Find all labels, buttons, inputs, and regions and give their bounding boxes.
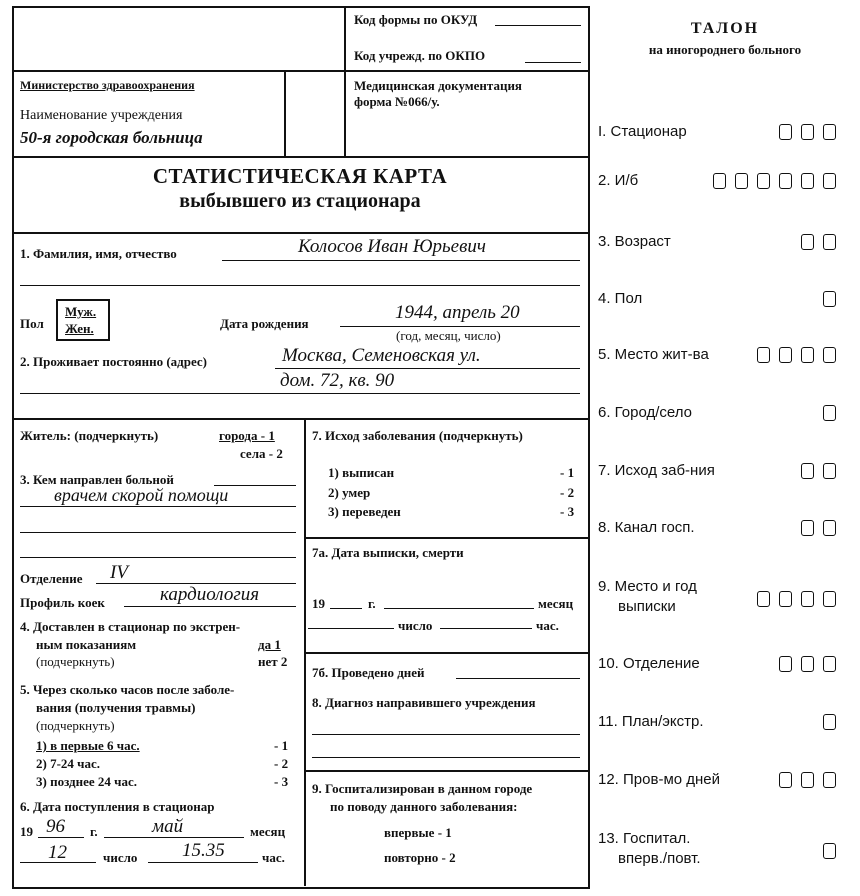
coupon-code-box[interactable] [823,591,836,607]
divider [344,6,346,158]
address-field-2[interactable] [20,393,580,394]
coupon-code-box[interactable] [735,173,748,189]
coupon-item-label: 6. Город/село [598,404,693,421]
coupon-code-box[interactable] [779,772,792,788]
coupon-item-label: 12. Пров-мо дней [598,771,721,788]
coupon-code-box[interactable] [801,772,814,788]
sex-box[interactable] [56,299,110,341]
referred-value: врачем скорой помощи [54,485,229,505]
coupon-code-box[interactable] [823,772,836,788]
discharge-month-field[interactable] [384,608,534,609]
coupon-code-box[interactable] [823,714,836,730]
resident-city[interactable]: города - 1 [219,428,275,443]
profile-field[interactable] [124,606,296,607]
address-line1: Москва, Семеновская ул. [282,345,481,366]
coupon-item-label: 10. Отделение [598,655,700,672]
form-number: форма №066/у. [354,94,440,109]
address-line2: дом. 72, кв. 90 [280,370,395,391]
okud-field[interactable] [495,25,581,26]
sex-female[interactable]: Жен. [65,321,94,336]
discharge-g: г. [368,596,376,611]
outcome-code-3: - 3 [560,504,575,519]
coupon-code-box[interactable] [801,463,814,479]
ministry-label: Министерство здравоохранения [20,78,195,92]
coupon-item-label: I. Стационар [598,123,687,140]
discharge-hour-label: час. [536,618,559,633]
coupon-code-box[interactable] [823,520,836,536]
discharge-19: 19 [312,596,325,611]
fio-label: 1. Фамилия, имя, отчество [20,246,177,261]
outcome-option-3[interactable]: 3) переведен [328,504,401,519]
divider [12,156,588,158]
admission-year: 96 [46,816,65,837]
admission-label: 6. Дата поступления в стационар [20,799,215,814]
resident-label: Житель: (подчеркнуть) [20,428,159,443]
discharge-day-label: число [398,618,433,633]
okud-label: Код формы по ОКУД [354,12,478,27]
admission-g: г. [90,824,98,839]
admission-month-label: месяц [250,824,286,839]
hours-option-3-code: - 3 [274,774,289,789]
coupon-code-box[interactable] [823,124,836,140]
coupon-code-box[interactable] [757,347,770,363]
coupon-item-label-2: вперв./повт. [618,850,701,867]
divider [304,537,588,539]
diagnosis-field-2[interactable] [312,757,580,758]
days-label: 7б. Проведено дней [312,665,425,680]
coupon-subtitle: на иногороднего больного [648,42,802,57]
coupon-code-box[interactable] [823,291,836,307]
discharge-day-field[interactable] [308,628,394,629]
fio-field-2[interactable] [20,285,580,286]
divider [284,70,286,158]
coupon-code-box[interactable] [823,234,836,250]
outcome-option-2[interactable]: 2) умер [328,485,371,500]
emergency-no[interactable]: нет 2 [258,654,288,669]
fio-value: Колосов Иван Юрьевич [298,236,486,257]
med-doc-label: Медицинская документация [354,78,522,93]
resident-village[interactable]: села - 2 [240,446,283,461]
emergency-label-1: 4. Доставлен в стационар по экстрен- [20,619,241,634]
okpo-field[interactable] [525,62,581,63]
hours-label-3: (подчеркнуть) [36,718,115,733]
hours-option-2-code: - 2 [274,756,289,771]
coupon-item-label: 7. Исход заб-ния [598,462,715,479]
coupon-code-box[interactable] [801,520,814,536]
emergency-label-2: ным показаниям [36,637,137,652]
coupon-item-label: 8. Канал госп. [598,519,695,536]
coupon-item-label: 9. Место и год [598,578,697,595]
days-field[interactable] [456,678,580,679]
hours-option-3[interactable]: 3) позднее 24 час. [36,774,138,789]
coupon-code-box[interactable] [823,405,836,421]
coupon-code-box[interactable] [757,591,770,607]
address-field[interactable] [275,368,580,369]
referred-field-3[interactable] [20,532,296,533]
outcome-code-1: - 1 [560,465,575,480]
admission-month: май [152,816,184,837]
coupon-item-label: 2. И/б [598,172,639,189]
department-label: Отделение [20,571,83,586]
discharge-month-label: месяц [538,596,574,611]
dob-hint: (год, месяц, число) [396,328,501,343]
hosp-first[interactable]: впервые - 1 [384,825,452,840]
address-label: 2. Проживает постоянно (адрес) [20,354,208,369]
divider [12,232,588,234]
coupon-code-box[interactable] [823,843,836,859]
coupon-item-label: 13. Госпитал. [598,830,691,847]
diagnosis-field-1[interactable] [312,734,580,735]
coupon-code-box[interactable] [801,347,814,363]
institution-value: 50-я городская больница [20,128,203,147]
hosp-repeat[interactable]: повторно - 2 [384,850,456,865]
admission-time-label: час. [262,850,285,865]
divider [12,418,588,420]
coupon-item-label: 11. План/экстр. [598,713,704,730]
hours-option-2[interactable]: 2) 7-24 час. [36,756,101,771]
hours-label-1: 5. Через сколько часов после заболе- [20,682,235,697]
sex-label: Пол [20,316,44,331]
hours-option-1[interactable]: 1) в первые 6 час. [36,738,140,753]
form-subtitle: выбывшего из стационара [179,190,421,212]
coupon-code-box[interactable] [823,173,836,189]
profile-value: кардиология [160,584,260,605]
fio-field[interactable] [222,260,580,261]
coupon-code-box[interactable] [713,173,726,189]
form-title: СТАТИСТИЧЕСКАЯ КАРТА [152,164,448,188]
coupon-item-label: 5. Место жит-ва [598,346,709,363]
coupon-code-box[interactable] [801,124,814,140]
coupon-code-box[interactable] [779,347,792,363]
coupon-code-box[interactable] [779,124,792,140]
hours-option-1-code: - 1 [274,738,289,753]
discharge-label: 7а. Дата выписки, смерти [312,545,464,560]
coupon-code-box[interactable] [801,173,814,189]
hours-label-2: вания (получения травмы) [36,700,196,715]
hosp-label-2: по поводу данного заболевания: [330,799,518,814]
divider [304,652,588,654]
admission-19: 19 [20,824,33,839]
dob-label: Дата рождения [220,316,309,331]
admission-time-field[interactable] [148,862,258,863]
divider [304,770,588,772]
admission-day: 12 [48,842,67,863]
okpo-label: Код учрежд. по ОКПО [354,48,486,63]
coupon-code-box[interactable] [779,656,792,672]
coupon-code-box[interactable] [801,656,814,672]
coupon-item-label-2: выписки [618,598,676,615]
coupon-code-box[interactable] [801,591,814,607]
coupon-code-box[interactable] [823,347,836,363]
discharge-hour-field[interactable] [440,628,532,629]
referred-field-4[interactable] [20,557,296,558]
emergency-yes[interactable]: да 1 [258,637,281,652]
hosp-label-1: 9. Госпитализирован в данном городе [312,781,533,796]
department-value: IV [110,562,128,583]
emergency-hint: (подчеркнуть) [36,654,115,669]
dob-value: 1944, апрель 20 [395,302,520,323]
referred-label: 3. Кем направлен больной [20,472,174,487]
coupon-code-box[interactable] [801,234,814,250]
sex-male[interactable]: Муж. [65,304,97,319]
coupon-item-label: 4. Пол [598,290,643,307]
coupon-title: ТАЛОН [690,20,760,37]
admission-day-label: число [103,850,138,865]
divider [12,70,588,72]
coupon-code-box[interactable] [823,463,836,479]
coupon-code-box[interactable] [779,591,792,607]
outcome-code-2: - 2 [560,485,575,500]
coupon-code-box[interactable] [823,656,836,672]
dob-field[interactable] [340,326,580,327]
discharge-year-field[interactable] [330,608,362,609]
profile-label: Профиль коек [20,595,105,610]
coupon-code-box[interactable] [779,173,792,189]
admission-time: 15.35 [182,840,225,861]
institution-label: Наименование учреждения [20,108,183,123]
diagnosis-label: 8. Диагноз направившего учреждения [312,695,536,710]
coupon-item-label: 3. Возраст [598,233,671,250]
coupon-code-box[interactable] [757,173,770,189]
outcome-label: 7. Исход заболевания (подчеркнуть) [312,428,523,443]
referred-field-2[interactable] [20,506,296,507]
outcome-option-1[interactable]: 1) выписан [328,465,395,480]
